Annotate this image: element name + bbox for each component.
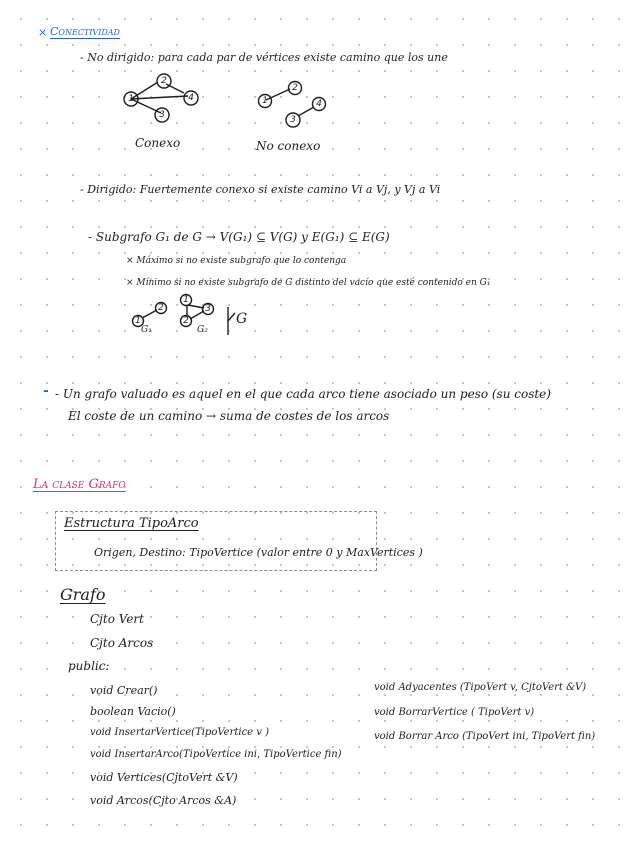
field-cjto-arcos: Cjto Arcos [90, 636, 154, 650]
edge [298, 107, 314, 116]
struct-body: Origen, Destino: TipoVertice (valor entre 0 y MaxVertices ) [94, 546, 423, 559]
g-label: G [236, 311, 248, 327]
method-left: boolean Vacio() [90, 705, 176, 718]
grafo-title: Grafo [60, 585, 106, 604]
edge [266, 89, 290, 100]
method-left: void InsertarArco(TipoVertice ini, TipoVertice fin) [90, 749, 342, 760]
section-title-clase-grafo: La clase Grafo [33, 477, 126, 492]
edge [142, 310, 157, 318]
no-conexo-label: No conexo [256, 139, 321, 153]
node-label: 1 [128, 94, 134, 104]
public-label: public: [68, 659, 110, 673]
valuado-definition: - Un grafo valuado es aquel en el que cada arco tiene asociado un peso (su coste) [55, 387, 551, 401]
edge [131, 96, 188, 99]
no-conexo-graph [255, 78, 335, 130]
edge [131, 82, 158, 99]
node-label: 4 [188, 93, 194, 103]
minimo-definition: × Mínimo si no existe subgrafo de G distinto del vacío que esté contenido en G₁ [126, 278, 491, 288]
node-label: 2 [158, 303, 164, 313]
node-label: 2 [183, 316, 189, 326]
method-left: void InsertarVertice(TipoVertice v ) [90, 727, 270, 738]
node-label: 3 [205, 304, 211, 314]
node-label: 2 [161, 76, 167, 86]
conexo-label: Conexo [135, 136, 181, 150]
method-right: void Borrar Arco (TipoVert ini, TipoVert fin) [374, 731, 596, 742]
node-label: 1 [135, 316, 141, 326]
method-left: void Vertices(CjtoVert &V) [90, 771, 238, 784]
method-left: void Arcos(Cjto Arcos &A) [90, 794, 237, 807]
g2-label: G₂ [197, 325, 208, 335]
field-cjto-vert: Cjto Vert [90, 612, 144, 626]
no-dirigido-definition: - No dirigido: para cada par de vértices existe camino que los une [80, 51, 448, 64]
section-title-conectividad: Conectividad [50, 25, 120, 38]
struct-title: Estructura TipoArco [64, 516, 199, 531]
edge [188, 305, 204, 308]
node-label: 4 [316, 99, 322, 109]
node-label: 3 [159, 110, 165, 120]
node-label: 2 [292, 83, 298, 93]
g1-label: G₁ [141, 325, 152, 335]
method-right: void Adyacentes (TipoVert v, CjtoVert &V) [374, 682, 587, 693]
node-label: 3 [290, 115, 296, 125]
edge [190, 311, 204, 319]
dirigido-definition: - Dirigido: Fuertemente conexo si existe camino Vi a Vj, y Vj a Vi [80, 183, 441, 196]
bullet-marker: × [38, 26, 48, 39]
method-left: void Crear() [90, 684, 158, 697]
valuado-bullet: - [43, 383, 49, 399]
method-right: void BorrarVertice ( TipoVert v) [374, 707, 535, 718]
node-label: 1 [183, 295, 189, 305]
g2-graph [177, 293, 217, 329]
subgrafo-definition: - Subgrafo G₁ de G → V(G₁) ⊆ V(G) y E(G₁) ⊆ E(G) [88, 230, 390, 244]
coste-camino: El coste de un camino → suma de costes de los arcos [68, 409, 390, 423]
conexo-graph [118, 72, 218, 124]
node-label: 1 [262, 96, 268, 106]
maximo-definition: × Máximo si no existe subgrafo que lo contenga [126, 256, 347, 266]
